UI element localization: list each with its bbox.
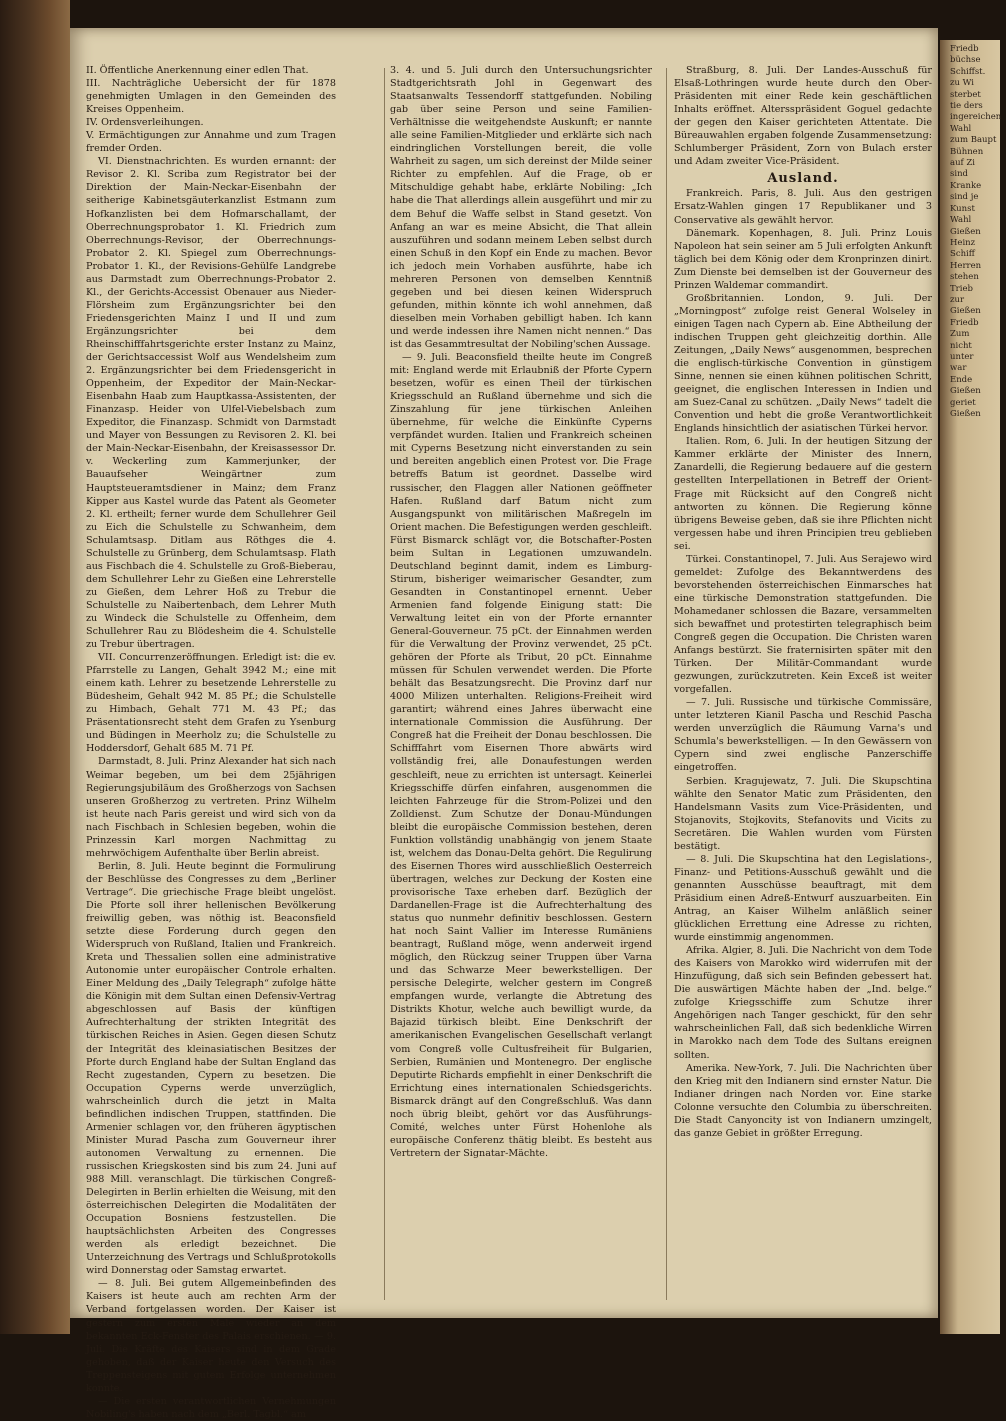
- adjacent-page-line: Gießen: [950, 386, 981, 397]
- adjacent-page-line: zum Baupt: [950, 135, 997, 146]
- item-iii: III. Nachträgliche Uebersicht der für 1878 genehmigten Umlagen in den Gemeinden des Kreises Oppenheim.: [86, 78, 336, 116]
- adjacent-page-line: Wahl: [950, 123, 972, 134]
- adjacent-page-line: Herren: [950, 260, 982, 271]
- article-frankreich: Frankreich. Paris, 8. Juli. Aus den gestrigen Ersatz-Wahlen gingen 17 Republikaner und 3 Conservative als gewählt hervor.: [674, 188, 932, 226]
- article-tuerkei-2: — 7. Juli. Russische und türkische Commissäre, unter letzteren Kianil Pascha und Reschid Pascha werden unverzüglich die Räumung Varna's und Schumla's bewerkstelligen. — In den Gewässern von Cypern sind zwei englische Panzerschiffe eingetroffen.: [674, 697, 932, 774]
- adjacent-page-line: Heinz: [950, 237, 976, 248]
- article-serbien-2: — 8. Juli. Die Skupschtina hat den Legislations-, Finanz- und Petitions-Ausschuß gewählt und die genannten Ausschüsse beauftragt, mit dem Präsidium einen Adreß-Entwurf auszuarbeiten. Ein Antrag, an Kaiser Wilhelm anläßlich seiner glücklichen Errettung eine Adresse zu richten, wurde einstimmig angenommen.: [674, 853, 932, 944]
- adjacent-page-line: Wahl: [950, 215, 972, 226]
- article-nobiling-start: — Die ersten verantwortlichen Vernehmungen Nobiling's haben nach dem „Berl. Tagbl.“ am: [86, 1395, 336, 1420]
- item-vi-dienstnachrichten: VI. Dienstnachrichten. Es wurden ernannt: der Revisor 2. Kl. Scriba zum Registrator bei der Direktion der Main-Neckar-Eisenbahn der seitherige Kabinetsgäuterkanzlist Estmann zum Hofkanzlisten bei dem Hofmarschallamt, der Oberrechnungsprobator 1. Kl. Friedrich zum Oberrechnungs-Revisor, der Oberrechnungs-Probator 2. Kl. Spiegel zum Oberrechnungs-Probator 1. Kl., der Revisions-Gehülfe Landgrebe aus Darmstadt zum Oberrechnungs-Probator 2. Kl., der Gerichts-Accessist Obenauer aus Nieder-Flörsheim zum Ergänzungsrichter bei den Friedensgerichten Mainz I und II und zum Ergänzungsrichter bei dem Rheinschifffahrtsgerichte erster Instanz zu Mainz, der Gerichtsaccessist Wolf aus Wendelsheim zum 2. Ergänzungsrichter bei dem Friedensgericht in Oppenheim, der Expeditor der Main-Neckar-Eisenbahn Haab zum Hauptkassa-Assistenten, der Finanzasp. Heider von Ulfel-Viebelsbach zum Expeditor, die Finanzasp. Schmidt von Darmstadt und Mayer von Bessungen zu Revisoren 2. Kl. bei der Main-Neckar-Eisenbahn, der Kreisassessor Dr. v. Weckerling zum Kammerjunker, der Bauaufseher Weingärtner zum Hauptsteueramtsdiener in Mainz; dem Franz Kipper aus Kastel wurde das Patent als Geometer 2. Kl. ertheilt; ferner wurde dem Schullehrer Geil zu Eich die Schulstelle zu Schwanheim, dem Schulamtsasp. Ditlam aus Röthges die 4. Schulstelle zu Grünberg, dem Schulamtsasp. Flath aus Fischbach die 4. Schulstelle zu Groß-Bieberau, dem Schullehrer Lehr zu Gießen eine Lehrerstelle zu Gießen, dem Lehrer Hoß zu Trebur die Schulstelle zu Naibertenbach, dem Lehrer Muth zu Windeck die Schulstelle zu Offenheim, dem Schullehrer Rau zu Blödesheim die 4. Schulstelle zu Trebur übertragen.: [86, 156, 336, 651]
- column-rule: [666, 68, 667, 1300]
- adjacent-page-line: Bühnen: [950, 146, 984, 157]
- article-afrika: Afrika. Algier, 8. Juli. Die Nachricht von dem Tode des Kaisers von Marokko wird widerrufen mit der Hinzufügung, daß sich sein Befinden gebessert hat. Die auswärtigen Mächte haben der „Ind. belge.“ zufolge Kriegsschiffe zum Schutze ihrer Angehörigen nach Tanger geschickt, für den sehr wahrscheinlichen Fall, daß sich bedenkliche Wirren in Marokko nach dem Tode des Sultans ereignen sollten.: [674, 945, 932, 1061]
- column-right: [674, 64, 932, 1304]
- article-daenemark: Dänemark. Kopenhagen, 8. Juli. Prinz Louis Napoleon hat sein seiner am 5 Juli erfolgten Ankunft täglich bei dem König oder dem Kronprinzen dinirt. Zum Dienste bei demselben ist der Gouverneur des Prinzen Waldemar commandirt.: [674, 227, 932, 291]
- article-grossbritannien: Großbritannien. London, 9. Juli. Der „Morningpost“ zufolge reist General Wolseley in einigen Tagen nach Cypern ab. Eine Abtheilung der indischen Truppen geht gleichzeitig dorthin. Alle Zeitungen, „Daily News“ ausgenommen, besprechen die englisch-türkische Convention in günstigem Sinne, nennen sie einen kühnen politischen Schritt, geeignet, die englischen Interessen in Indien und am Suez-Canal zu schützen. „Daily News“ tadelt die Convention und hebt die große Verantwortlichkeit Englands hinsichtlich der asiatischen Türkei hervor.: [674, 292, 932, 435]
- adjacent-page-line: ingereichen: [950, 112, 1002, 123]
- column-middle: [390, 64, 652, 1304]
- article-darmstadt: Darmstadt, 8. Juli. Prinz Alexander hat sich nach Weimar begeben, um bei dem 25jährigen Regierungsjubiläum des Großherzogs von Sachsen unseren Großherzog zu vertreten. Prinz Wilhelm ist heute nach Paris gereist und wird sich von da nach Fischbach in Schlesien begeben, wohin die Prinzessin Karl morgen Nachmittag zu mehrwöchigem Aufenthalte über Berlin abreist.: [86, 756, 336, 859]
- article-congress: — 9. Juli. Beaconsfield theilte heute im Congreß mit: England werde mit Erlaubniß der Pforte Cypern besetzen, wofür es einen Theil der türkischen Kriegsschuld an Rußland übernehme und sich die Zinszahlung für jene türkischen Anleihen übernehme, für welche die Einkünfte Cyperns verpfändet wurden. Italien und Frankreich scheinen mit Cyperns Besetzung nicht einverstanden zu sein und bereiten angeblich einen Protest vor. Die Frage betreffs Batum ist geordnet. Dasselbe wird russischer, den Flaggen aller Nationen geöffneter Hafen. Rußland darf Batum nicht zum Ausgangspunkt von militärischen Maßregeln im Orient machen. Die Befestigungen werden geschleift. Fürst Bismarck schlägt vor, die Botschafter-Posten beim Sultan in Legationen umzuwandeln. Deutschland beginnt damit, indem es Limburg-Stirum, bisheriger weimarischer Gesandter, zum Gesandten in Constantinopel ernennt. Ueber Armenien fand folgende Einigung statt: Die Verwaltung leitet ein von der Pforte ernannter General-Gouverneur. 75 pCt. der Einnahmen werden für die Verwaltung der Provinz verwendet, 25 pCt. gehören der Pforte als Tribut, 20 pCt. Einnahme müssen für Schulen verwendet werden. Die Pforte behält das Besatzungsrecht. Die Provinz darf nur 4000 Milizen unterhalten. Religions-Freiheit wird garantirt; während eines Jahres überwacht eine internationale Commission die Ausführung. Der Congreß hat die Freiheit der Donau beschlossen. Die Schifffahrt vom Eisernen Thore abwärts wird vollständig frei, alle Donaufestungen werden geschleift, neue zu errichten ist untersagt. Keinerlei Kriegsschiffe dürfen einfahren, ausgenommen die leichten Fahrzeuge für die Strom-Polizei und den Zolldienst. Zum Schutze der Donau-Mündungen bleibt die europäische Commission bestehen, deren Funktion vollständig unabhängig von jenem Staate ist, welchem das Donau-Delta gehört. Die Regulirung des Eisernen Thores wird ausschließlich Oesterreich übertragen, welches zur Deckung der Kosten eine provisorische Taxe erheben darf. Bezüglich der Dardanellen-Frage ist die Aufrechterhaltung des status quo nunmehr definitiv beschlossen. Gestern hat noch Saint Vallier im Interesse Rumäniens beantragt, Rußland möge, wenn anderweit irgend möglich, den Rückzug seiner Truppen über Varna und das Schwarze Meer bewerkstelligen. Der persische Delegirte, welcher gestern im Congreß empfangen wurde, verlangte die Abtretung des Distrikts Khotur, welche auch bewilligt wurde, da Bajazid türkisch bleibt. Eine Denkschrift der amerikanischen Evangelischen Gesellschaft verlangt vom Congreß volle Cultusfreiheit für Bulgarien, Serbien, Rumänien und Montenegro. Der englische Deputirte Richards empfiehlt in einer Denkschrift die Errichtung eines internationalen Schiedsgerichts. Bismarck drängt auf den Congreßschluß. Was dann noch übrig bleibt, gehört vor das Ausführungs-Comité, welches unter Fürst Hohenlohe als europäische Conferenz thätig bleibt. Es besteht aus Vertretern der Signatar-Mächte.: [390, 352, 652, 1159]
- article-amerika: Amerika. New-York, 7. Juli. Die Nachrichten über den Krieg mit den Indianern sind ernster Natur. Die Indianer dringen nach Norden vor. Eine starke Colonne versuchte den Columbia zu überschreiten. Die Stadt Canyoncity ist von Indianern umzingelt, das ganze Gebiet in größter Erregung.: [674, 1062, 932, 1139]
- column-left: [86, 64, 336, 1420]
- adjacent-page-line: büchse: [950, 55, 981, 66]
- adjacent-page-line: Kranke: [950, 180, 982, 191]
- adjacent-page-line: Gießen: [950, 226, 981, 237]
- article-kaiser: — 8. Juli. Bei gutem Allgemeinbefinden des Kaisers ist heute auch am rechten Arm der Verband fortgelassen worden. Der Kaiser ist gestern zum ersten Male wieder an dem bekannten Eck-Fenster des Palais erschienen. — 9. Juli. Die Kräfte des Kaisers sind in dem Grade gehoben, daß der Kaiser heute den Versuch des Treppensteigens mit gutem Erfolge unternehmen konnte.: [86, 1278, 336, 1394]
- article-serbien: Serbien. Kragujewatz, 7. Juli. Die Skupschtina wählte den Senator Matic zum Präsidenten, den Handelsmann Vasits zum Vice-Präsidenten, und Stojanovits, Stojkovits, Stefanovits und Vicits zu Secretären. Die Wahlen wurden vom Fürsten bestätigt.: [674, 775, 932, 852]
- item-vii-concurrenz: VII. Concurrenzeröffnungen. Erledigt ist: die ev. Pfarrstelle zu Langen, Gehalt 3942 M.; eine mit einem kath. Lehrer zu besetzende Lehrerstelle zu Büdesheim, Gehalt 942 M. 85 Pf.; die Schulstelle zu Himbach, Gehalt 771 M. 43 Pf.; das Präsentationsrecht steht dem Grafen zu Ysenburg und Büdingen in Meerholz zu; die Schulstelle zu Hoddersdorf, Gehalt 685 M. 71 Pf.: [86, 652, 336, 755]
- adjacent-page-line: nicht: [950, 340, 972, 351]
- item-iv: IV. Ordensverleihungen.: [86, 117, 204, 129]
- adjacent-page-line: zu Wi: [950, 78, 974, 89]
- adjacent-page-line: stehen: [950, 272, 979, 283]
- adjacent-page-text: [950, 44, 1006, 1284]
- adjacent-page-line: auf Zi: [950, 158, 976, 169]
- adjacent-page-line: Gießen: [950, 409, 981, 419]
- article-tuerkei: Türkei. Constantinopel, 7. Juli. Aus Serajewo wird gemeldet: Zufolge des Bekanntwerdens des bevorstehenden österreichischen Einmarsches hat eine türkische Demonstration stattgefunden. Die Mohamedaner schlossen die Bazare, versammelten sich bewaffnet und protestirten telegraphisch beim Congreß gegen die Occupation. Die Christen waren Anfangs bestürzt. Sie fraternisirten später mit den Türken. Der Militär-Commandant wurde gezwungen, zurückzutreten. Kein Exceß ist weiter vorgefallen.: [674, 553, 932, 696]
- article-italien: Italien. Rom, 6. Juli. In der heutigen Sitzung der Kammer erklärte der Minister des Innern, Zanardelli, die Regierung bedauere auf die gestern gestellten Interpellationen in Betreff der Orient-Frage mit Rücksicht auf den Congreß nicht antworten zu können. Die Regierung könne übrigens Beweise geben, daß sie ihre Pflichten nicht vergessen habe und ihren Principien treu geblieben sei.: [674, 436, 932, 552]
- article-nobiling-cont: 3. 4. und 5. Juli durch den Untersuchungsrichter Stadtgerichtsrath Johl in Gegenwart des Staatsanwalts Tessendorff stattgefunden. Nobiling gab über seine Person und seine Familien-Verhältnisse die weitgehendste Auskunft; er nannte alle seine Familien-Mitglieder und erklärte sich nach eindringlichen Vorstellungen bereit, die volle Wahrheit zu sagen, um sich dereinst der Milde seiner Richter zu empfehlen. Auf die Frage, ob er Mitschuldige gehabt habe, erklärte Nobiling: „Ich habe die That allerdings allein ausgeführt und mir zu dem Behuf die Waffe selbst in Stand gesetzt. Von Anfang an war es meine Absicht, die That allein auszuführen und sodann meinem Leben selbst durch einen Schuß in den Kopf ein Ende zu machen. Bevor ich jedoch mein Vorhaben ausführte, habe ich mehreren Personen von demselben Kenntniß gegeben und bei diesen keinen Widerspruch gefunden, mithin könnte ich wohl annehmen, daß dieselben mein Vorhaben gebilligt haben. Ich kann und werde indessen ihre Namen nicht nennen.“ Das ist das Gesammtresultat der Nobiling'schen Aussage.: [390, 65, 652, 350]
- adjacent-page-line: war: [950, 363, 967, 374]
- adjacent-page-line: sind je: [950, 192, 979, 203]
- newspaper-page: [70, 28, 938, 1420]
- adjacent-page-line: Friedb: [950, 317, 979, 328]
- adjacent-page-line: zur: [950, 294, 965, 305]
- adjacent-page-line: Trieb: [950, 283, 973, 294]
- adjacent-page-strip: [940, 40, 1000, 1334]
- adjacent-page-line: geriet: [950, 397, 976, 408]
- adjacent-page-line: sterbet: [950, 89, 981, 100]
- adjacent-page-line: unter: [950, 351, 974, 362]
- adjacent-page-line: Schiff: [950, 249, 975, 260]
- book-spine: [0, 0, 70, 1334]
- column-rule: [384, 68, 385, 1300]
- adjacent-page-line: tie ders: [950, 101, 983, 112]
- item-v: V. Ermächtigungen zur Annahme und zum Tragen fremder Orden.: [86, 130, 336, 155]
- section-heading-ausland: Ausland.: [767, 171, 839, 187]
- item-ii: II. Öffentliche Anerkennung einer edlen That.: [86, 65, 309, 76]
- adjacent-page-line: Ende: [950, 374, 973, 385]
- adjacent-page-line: Gießen: [950, 306, 981, 317]
- article-strassburg: Straßburg, 8. Juli. Der Landes-Ausschuß für Elsaß-Lothringen wurde heute durch den Ober-Präsidenten mit einer Rede kein geschäftlichen Inhalts eröffnet. Altersspräsident Goguel gedachte der gegen den Kaiser gerichteten Attentate. Die Büreauwahlen ergaben folgende Zusammensetzung: Schlumberger Präsident, Zorn von Bulach erster und Adam zweiter Vice-Präsident.: [674, 65, 932, 168]
- adjacent-page-line: Schiffst.: [950, 66, 986, 77]
- adjacent-page-line: Zum: [950, 329, 970, 340]
- adjacent-page-line: Kunst: [950, 203, 975, 214]
- adjacent-page-line: sind: [950, 169, 968, 180]
- adjacent-page-line: Friedb: [950, 44, 979, 54]
- article-berlin: Berlin, 8. Juli. Heute beginnt die Formulirung der Beschlüsse des Congresses zu dem „Berliner Vertrage“. Die griechische Frage bleibt ungelöst. Die Pforte soll ihrer hellenischen Bevölkerung freiwillig geben, was nöthig ist. Beaconsfield setzte diese Forderung durch gegen den Widerspruch von Rußland, Italien und Frankreich. Kreta und Thessalien sollen eine administrative Autonomie unter europäischer Controle erhalten. Einer Meldung des „Daily Telegraph“ zufolge hätte die Königin mit dem Sultan einen Defensiv-Vertrag abgeschlossen auf Basis der künftigen Aufrechterhaltung der strikten Integrität des türkischen Reiches in Asien. Gegen diesen Schutz der Integrität des kleinasiatischen Besitzes der Pforte durch England habe der Sultan England das Recht zugestanden, Cypern zu besetzen. Die Occupation Cyperns werde unverzüglich, wahrscheinlich durch die jetzt in Malta befindlichen indischen Truppen, stattfinden. Die Armenier schlagen vor, den früheren ägyptischen Minister Murad Pascha zum Gouverneur ihrer autonomen Verwaltung zu ernennen. Die russischen Kriegskosten sind bis zum 24. Juni auf 988 Mill. veranschlagt. Die türkischen Congreß-Delegirten in Berlin erhielten die Weisung, mit den österreichischen Delegirten die Modalitäten der Occupation Bosniens festzustellen. Die hauptsächlichsten Arbeiten des Congresses werden als erledigt bezeichnet. Die Unterzeichnung des Vertrags und Schlußprotokolls wird Donnerstag oder Samstag erwartet.: [86, 860, 336, 1277]
